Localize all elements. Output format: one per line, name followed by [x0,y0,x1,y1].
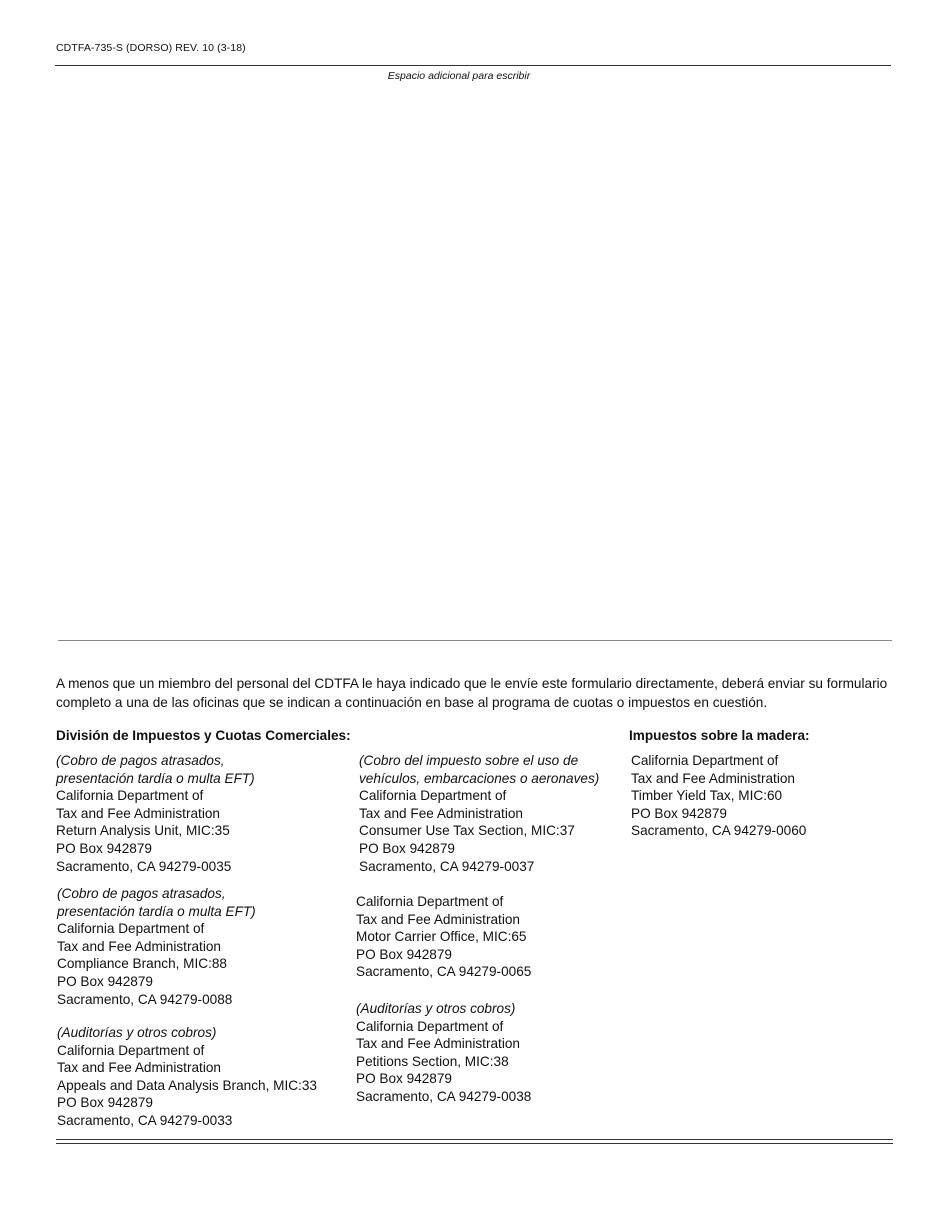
address-line: Tax and Fee Administration [631,770,795,786]
address-petitions-section [356,1000,531,1106]
address-line: Tax and Fee Administration [56,805,220,821]
address-line: Sacramento, CA 94279-0065 [356,964,532,980]
address-line: California Department of [359,788,507,804]
address-appeals-branch [57,1024,317,1130]
address-line: California Department of [56,788,204,804]
address-line: PO Box 942879 [356,946,452,962]
writing-area-bottom-line [58,640,892,641]
address-line: Tax and Fee Administration [356,911,520,927]
address-line: Tax and Fee Administration [57,1060,221,1076]
address-line: PO Box 942879 [56,840,152,856]
address-consumer-use-tax [359,752,599,875]
address-timber-yield-tax [631,752,806,840]
additional-writing-area[interactable] [58,86,892,640]
address-line: PO Box 942879 [631,805,727,821]
address-line: California Department of [356,1018,504,1034]
address-line: Tax and Fee Administration [356,1036,520,1052]
address-note: presentación tardía o multa EFT) [57,903,256,919]
address-motor-carrier-office [356,893,531,981]
address-line: California Department of [631,753,779,768]
address-note: vehículos, embarcaciones o aeronaves) [359,770,600,786]
address-line: Compliance Branch, MIC:88 [57,956,227,972]
address-line: PO Box 942879 [57,973,153,989]
address-note: (Cobro del impuesto sobre el uso de [359,753,579,768]
address-compliance-branch [57,885,256,1008]
address-line: Sacramento, CA 94279-0060 [631,823,807,839]
address-line: California Department of [57,1042,205,1058]
address-line: Motor Carrier Office, MIC:65 [356,929,527,945]
additional-space-caption: Espacio adicional para escribir [387,70,531,82]
address-note: (Auditorías y otros cobros) [57,1025,217,1040]
form-id: CDTFA-735-S (DORSO) REV. 10 (3-18) [56,42,246,54]
address-line: Sacramento, CA 94279-0033 [57,1112,233,1128]
address-line: Petitions Section, MIC:38 [356,1053,509,1069]
footer-double-divider [56,1139,893,1144]
address-line: Sacramento, CA 94279-0035 [56,858,232,874]
top-divider [55,65,891,66]
address-line: Sacramento, CA 94279-0088 [57,991,233,1007]
address-line: Tax and Fee Administration [359,805,523,821]
address-line: PO Box 942879 [57,1095,153,1111]
address-note: (Cobro de pagos atrasados, [57,886,226,901]
address-line: Tax and Fee Administration [57,938,221,954]
business-taxes-heading: División de Impuestos y Cuotas Comerciales: [56,728,351,743]
address-line: Sacramento, CA 94279-0038 [356,1088,532,1104]
address-line: PO Box 942879 [359,840,455,856]
address-line: PO Box 942879 [356,1071,452,1087]
address-note: (Cobro de pagos atrasados, [56,753,225,768]
address-line: California Department of [356,894,504,909]
address-note: (Auditorías y otros cobros) [356,1001,516,1016]
address-line: Sacramento, CA 94279-0037 [359,858,535,874]
instructions-paragraph: A menos que un miembro del personal del CDTFA le haya indicado que le envíe este formulario directamente, deberá enviar su formulario completo a una de las oficinas que se indican a continuación en base al programa de cuotas o impuestos en cuestión. [56,676,888,710]
address-line: Consumer Use Tax Section, MIC:37 [359,823,575,839]
address-line: Appeals and Data Analysis Branch, MIC:33 [57,1077,317,1093]
address-return-analysis-unit [56,752,255,875]
timber-tax-heading: Impuestos sobre la madera: [629,728,810,743]
address-line: Timber Yield Tax, MIC:60 [631,788,783,804]
address-note: presentación tardía o multa EFT) [56,770,255,786]
address-line: California Department of [57,921,205,937]
address-line: Return Analysis Unit, MIC:35 [56,823,230,839]
